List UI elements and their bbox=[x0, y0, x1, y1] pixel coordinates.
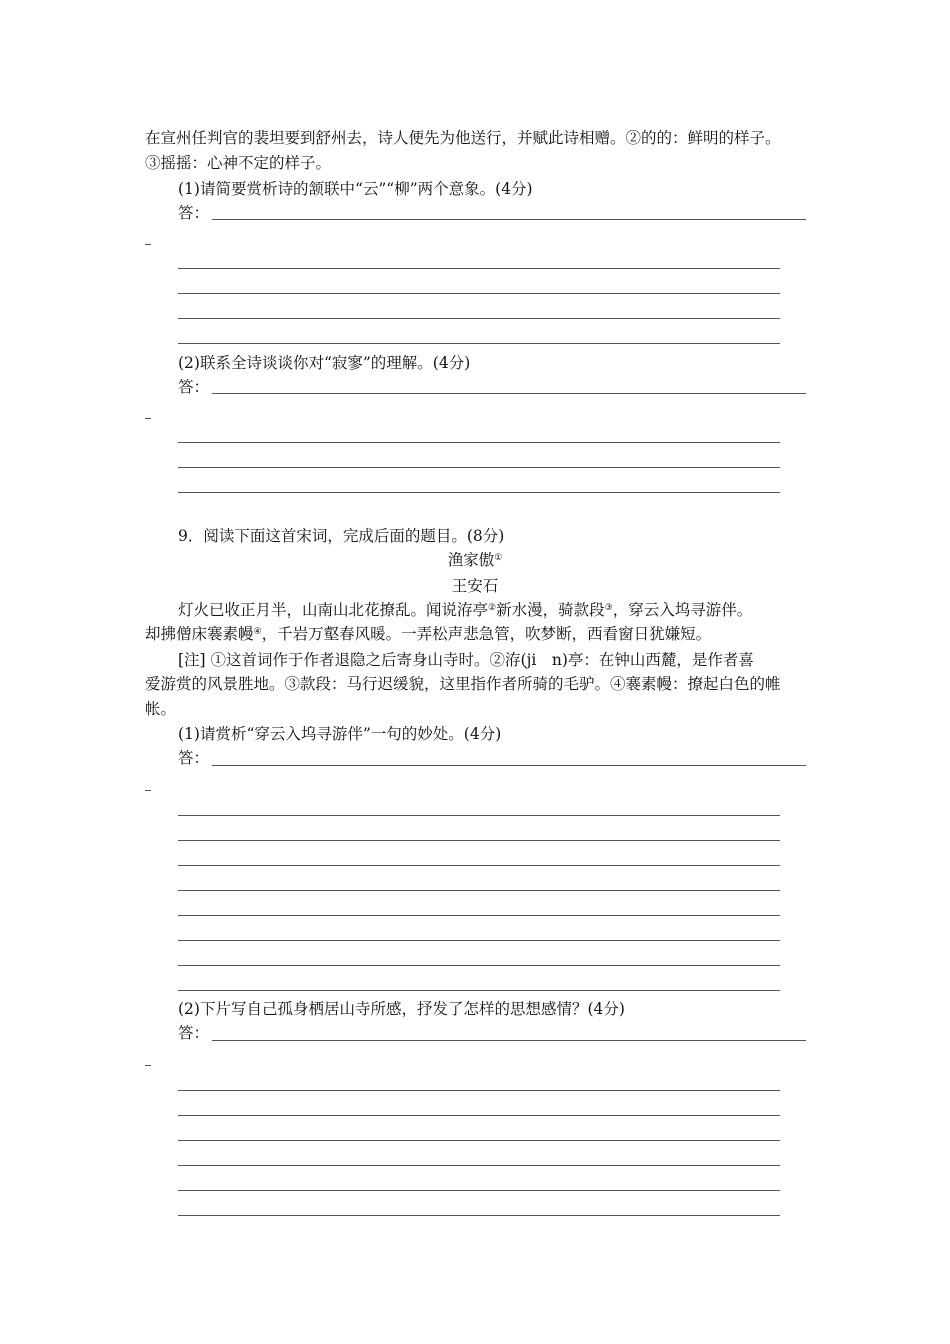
question-9-1-prompt: (1)请赏析“穿云入坞寻游伴”一句的妙处。(4分) bbox=[178, 725, 502, 743]
answer-line[interactable] bbox=[178, 815, 780, 816]
note-text-line-1: 在宣州任判官的裴坦要到舒州去，诗人便先为他送行，并赋此诗相赠。②的的：鲜明的样子。 bbox=[145, 129, 781, 147]
answer-line[interactable] bbox=[178, 318, 780, 319]
answer-line[interactable] bbox=[178, 990, 780, 991]
answer-line[interactable] bbox=[178, 965, 780, 966]
answer-line[interactable] bbox=[178, 1165, 780, 1166]
answer-line[interactable] bbox=[178, 268, 780, 269]
line-dash bbox=[145, 418, 151, 419]
answer-line[interactable] bbox=[178, 840, 780, 841]
poem-line-1: 灯火已收正月半，山南山北花撩乱。闻说洊亭②新水漫，骑款段③，穿云入坞寻游伴。 bbox=[178, 601, 753, 619]
poem-author: 王安石 bbox=[451, 577, 499, 595]
line-dash bbox=[145, 1065, 151, 1066]
footnote-marker: ② bbox=[488, 603, 497, 613]
question-9-2-prompt: (2)下片写自己孤身栖居山寺所感，抒发了怎样的思想感情？(4分) bbox=[178, 1000, 625, 1018]
answer-line[interactable] bbox=[178, 467, 780, 468]
footnote-marker: ③ bbox=[604, 603, 613, 613]
answer-first-line[interactable] bbox=[212, 219, 806, 220]
footnote-marker: ① bbox=[494, 553, 503, 563]
line-dash bbox=[145, 244, 151, 245]
answer-first-line[interactable] bbox=[212, 1040, 806, 1041]
answer-first-line[interactable] bbox=[212, 393, 806, 394]
answer-label: 答： bbox=[178, 749, 210, 767]
annotation-line-3: 帐。 bbox=[145, 700, 177, 718]
answer-line[interactable] bbox=[178, 940, 780, 941]
answer-line[interactable] bbox=[178, 343, 780, 344]
question-9-intro: 9．阅读下面这首宋词，完成后面的题目。(8分) bbox=[178, 527, 505, 545]
footnote-marker: ④ bbox=[253, 627, 262, 637]
answer-label: 答： bbox=[178, 204, 210, 222]
note-text-line-2: ③摇摇：心神不定的样子。 bbox=[145, 154, 332, 172]
question-2-prompt: (2)联系全诗谈谈你对“寂寥”的理解。(4分) bbox=[178, 354, 471, 372]
line-dash bbox=[145, 790, 151, 791]
answer-line[interactable] bbox=[178, 1140, 780, 1141]
answer-line[interactable] bbox=[178, 1115, 780, 1116]
answer-line[interactable] bbox=[178, 915, 780, 916]
answer-label: 答： bbox=[178, 1024, 210, 1042]
answer-label: 答： bbox=[178, 378, 210, 396]
answer-line[interactable] bbox=[178, 890, 780, 891]
answer-line[interactable] bbox=[178, 293, 780, 294]
poem-line-2: 却拂僧床褰素幔④，千岩万壑春风暖。一弄松声悲急管，吹梦断，西看窗日犹嫌短。 bbox=[145, 625, 712, 643]
annotation-line-2: 爱游赏的风景胜地。③款段：马行迟缓貌，这里指作者所骑的毛驴。④褰素幔：撩起白色的帷 bbox=[145, 675, 781, 693]
answer-line[interactable] bbox=[178, 1215, 780, 1216]
answer-line[interactable] bbox=[178, 492, 780, 493]
answer-line[interactable] bbox=[178, 1190, 780, 1191]
answer-line[interactable] bbox=[178, 865, 780, 866]
answer-line[interactable] bbox=[178, 442, 780, 443]
poem-title: 渔家傲① bbox=[447, 551, 503, 569]
annotation-line-1: [注] ①这首词作于作者退隐之后寄身山寺时。②洊(ji n)亭：在钟山西麓，是作者喜 bbox=[178, 651, 754, 669]
answer-line[interactable] bbox=[178, 1090, 780, 1091]
question-1-prompt: (1)请简要赏析诗的颔联中“云”“柳”两个意象。(4分) bbox=[178, 180, 533, 198]
answer-first-line[interactable] bbox=[212, 765, 806, 766]
